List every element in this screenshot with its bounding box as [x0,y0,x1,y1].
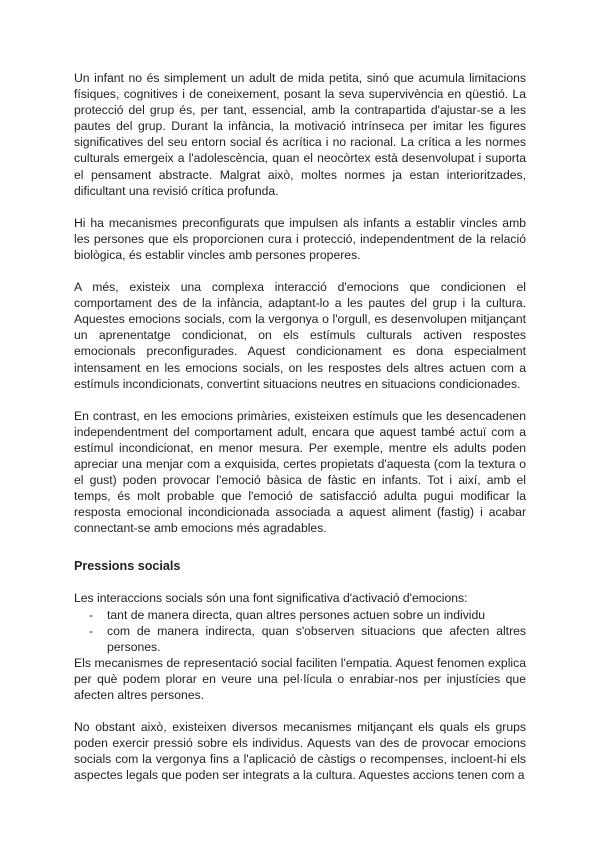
paragraph-empathy: Els mecanismes de representació social faciliten l'empatia. Aquest fenomen explica per què podem plorar en veure una pel·lícula o enrabiar-nos per injustícies que afecten altres persones. [74,655,526,702]
section-intro: Les interaccions socials són una font significativa d'activació d'emocions: [74,591,468,606]
paragraph-bonding-mechanisms: Hi ha mecanismes preconfigurats que impulsen als infants a establir vincles amb les persones que els proporcionen cura i protecció, independentment de la relació biològica, és establir vincles amb persones properes. [74,215,526,262]
section-heading: Pressions socials [74,559,181,574]
bullet-list [74,607,526,655]
paragraph-group-pressure: No obstant això, existeixen diversos mecanismes mitjançant els quals els grups poden exercir pressió sobre els individus. Aquests van des de provocar emocions socials com la vergonya fins a l'aplicació de càstigs o recompenses, incloent-hi els aspectes legals que poden ser integrats a la cultura. Aquestes accions tenen com a [74,720,526,783]
list-item [74,623,526,655]
paragraph-primary-emotions: En contrast, en les emocions primàries, existeixen estímuls que les desencadenen independentment del comportament adult, encara que aquest també actuï com a estímul incondicionat, en menor mesura. Per exemple, mentre els adults poden apreciar una menjar com a exquisida, certes propietats d'aquesta (com la textura o el gust) poden provocar l'emoció bàsica de fàstic en infants. Tot i així, amb el temps, és molt probable que l'emoció de satisfacció adulta pugui modificar la resposta emocional incondicionada associada a aquest aliment (fastig) i acabar connectant-se amb emocions més agradables. [74,408,526,536]
list-item-text: tant de manera directa, quan altres persones actuen sobre un individu [107,607,486,622]
paragraph-social-emotions: A més, existeix una complexa interacció d'emocions que condicionen el comportament des de la infància, adaptant-lo a les pautes del grup i la cultura. Aquestes emocions socials, com la vergonya o l'orgull, es desenvolupen mitjançant un aprenentatge condicionat, on els estímuls culturals activen respostes emocionals preconfigurades. Aquest condicionament es dona especialment intensament en les emocions socials, on les respostes dels altres actuen com a estímuls incondicionats, convertint situacions neutres en situacions condicionades. [74,280,526,391]
dash-bullet: - [89,623,94,638]
dash-bullet: - [89,607,94,622]
list-item [74,607,526,623]
list-item-text: com de manera indirecta, quan s'observen situacions que afecten altres persones. [107,623,526,654]
paragraph-infancy-limitations: Un infant no és simplement un adult de mida petita, sinó que acumula limitacions físiques, cognitives i de coneixement, posant la seva supervivència en qüestió. La protecció del grup és, per tant, essencial, amb la contrapartida d'ajustar-se a les pautes del grup. Durant la infància, la motivació intrínseca per imitar les figures significatives del seu entorn social és acrítica i no racional. La crítica a les normes culturals emergeix a l'adolescència, quan el neocòrtex està desenvolupat i suporta el pensament abstracte. Malgrat això, moltes normes ja estan interioritzades, dificultant una revisió crítica profunda. [74,71,526,198]
